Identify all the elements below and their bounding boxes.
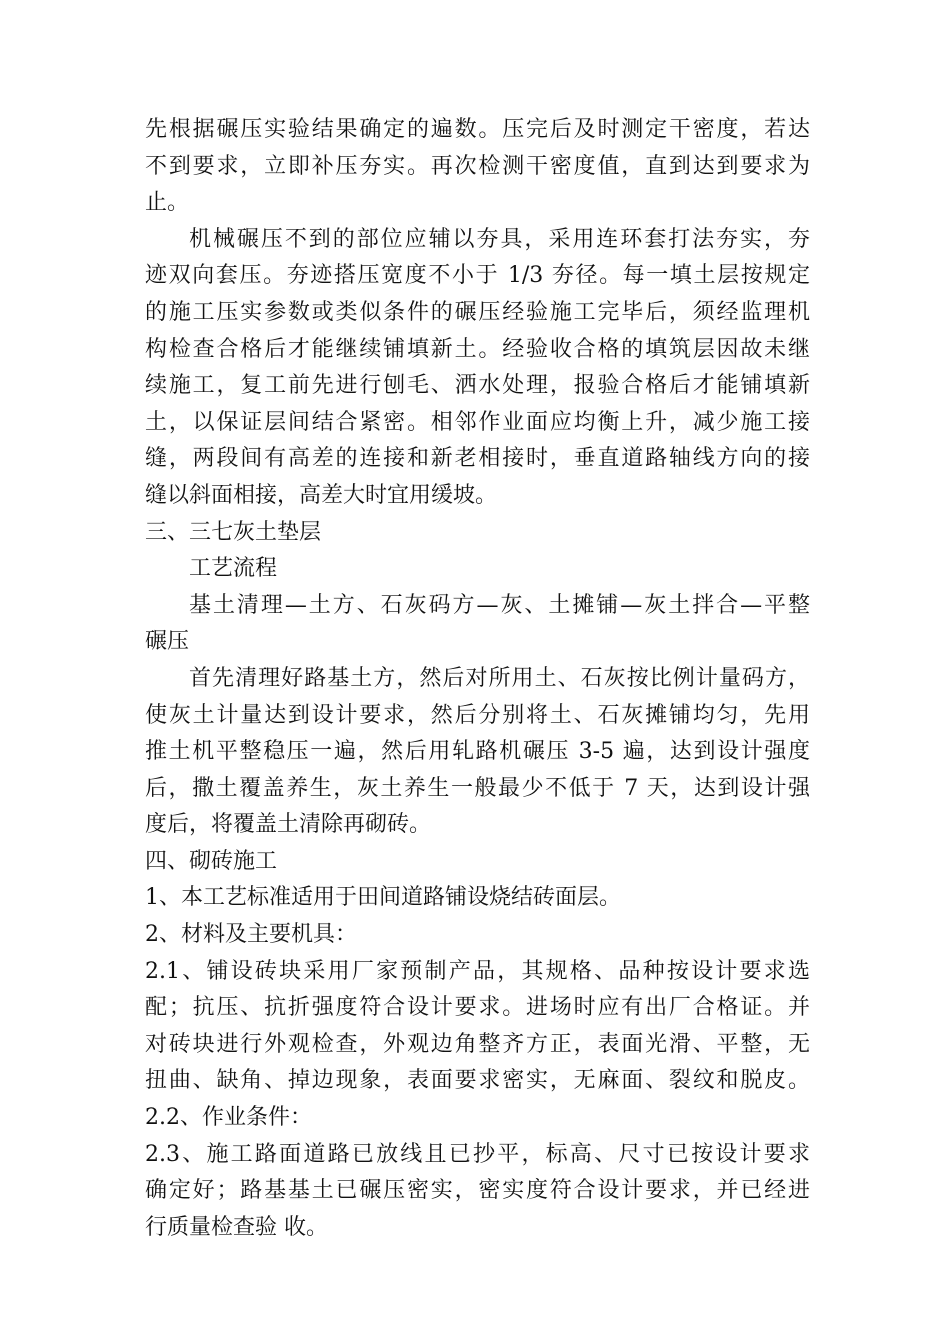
text-line: 行质量检查验 收。 [145,1214,328,1240]
text-line: 缝，两段间有高差的连接和新老相接时，垂直道路轴线方向的接 [145,446,810,472]
text-line: 使灰土计量达到设计要求，然后分别将土、石灰摊铺均匀，先用 [145,702,810,728]
text-line: 后，撒土覆盖养生，灰土养生一般最少不低于 7 天，达到设计强 [145,775,810,801]
text-line: 续施工，复工前先进行刨毛、洒水处理，报验合格后才能铺填新 [145,373,810,399]
body-text [145,112,810,1246]
text-line: 的施工压实参数或类似条件的碾压经验施工完毕后，须经监理机 [145,299,810,325]
text-line: 构检查合格后才能继续铺填新土。经验收合格的填筑层因故未继 [145,336,810,362]
text-line: 2.1、铺设砖块采用厂家预制产品，其规格、品种按设计要求选 [145,958,810,984]
text-line: 机械碾压不到的部位应辅以夯具，采用连环套打法夯实，夯 [189,226,810,252]
text-line: 确定好；路基基土已碾压密实，密实度符合设计要求，并已经进 [145,1178,810,1204]
text-line: 土，以保证层间结合紧密。相邻作业面应均衡上升，减少施工接 [145,409,810,435]
text-line: 2.3、施工路面道路已放线且已抄平，标高、尺寸已按设计要求 [145,1141,810,1167]
text-line: 迹双向套压。夯迹搭压宽度不小于 1/3 夯径。每一填土层按规定 [145,263,810,289]
text-line: 2、材料及主要机具： [145,922,357,948]
text-line: 首先清理好路基土方，然后对所用土、石灰按比例计量码方， [189,665,810,691]
text-line: 度后，将覆盖土清除再砌砖。 [145,812,432,838]
text-line: 扭曲、缺角、掉边现象，表面要求密实，无麻面、裂纹和脱皮。 [145,1068,810,1094]
text-line: 先根据碾压实验结果确定的遍数。压完后及时测定干密度，若达 [145,117,810,142]
text-line: 推土机平整稳压一遍，然后用轧路机碾压 3-5 遍，达到设计强度 [145,739,810,765]
text-line: 止。 [145,190,190,216]
text-line: 缝以斜面相接，高差大时宜用缓坡。 [145,482,498,508]
text-line: 对砖块进行外观检查，外观边角整齐方正，表面光滑、平整，无 [145,1031,810,1057]
text-line: 2.2、作业条件： [145,1105,312,1131]
subheading: 工艺流程 [189,556,278,582]
section-heading: 四、砌砖施工 [145,848,278,874]
text-line: 1、本工艺标准适用于田间道路铺设烧结砖面层。 [145,885,621,911]
section-heading: 三、三七灰土垫层 [145,519,322,545]
text-line: 基土清理—土方、石灰码方—灰、土摊铺—灰土拌合—平整 [189,592,810,618]
text-line: 配；抗压、抗折强度符合设计要求。进场时应有出厂合格证。并 [145,995,810,1021]
text-line: 不到要求，立即补压夯实。再次检测干密度值，直到达到要求为 [145,153,810,179]
text-line: 碾压 [145,629,190,655]
